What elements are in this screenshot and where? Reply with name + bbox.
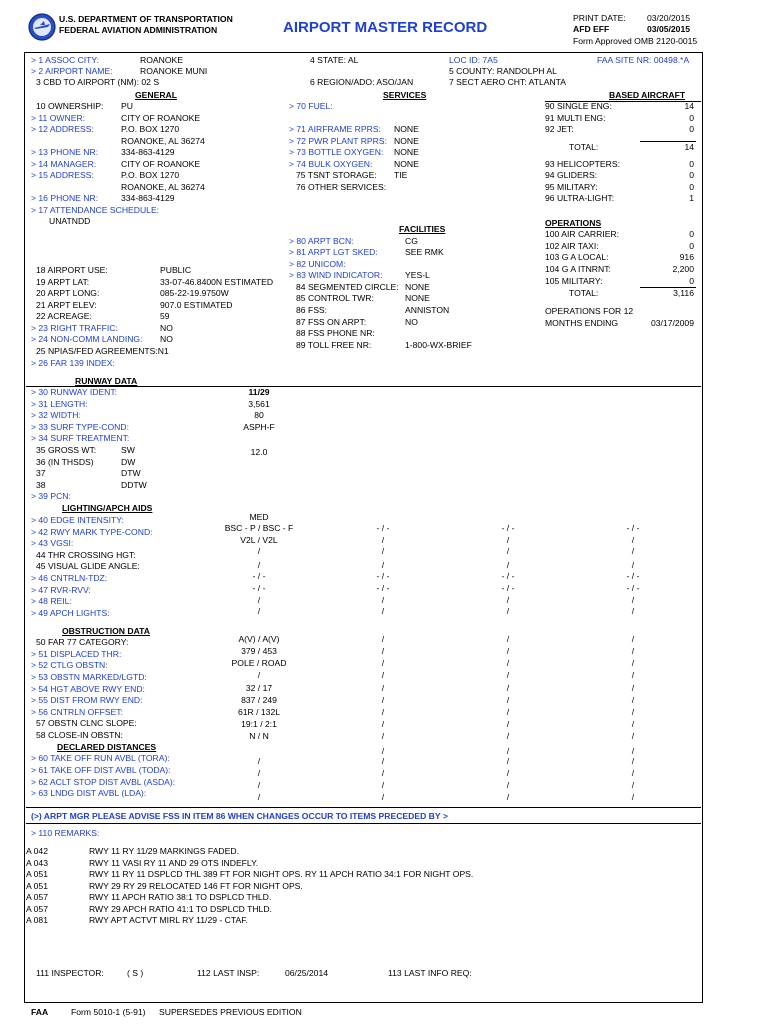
assoc-city: ROANOKE xyxy=(140,55,183,65)
glide-angle: / xyxy=(257,560,261,570)
arpt-bcn: CG xyxy=(405,236,418,246)
right-traffic: NO xyxy=(160,323,173,333)
tsnt-storage-label: 75 TSNT STORAGE: xyxy=(296,170,377,180)
runway-column-value: / xyxy=(631,546,635,556)
runway-column-value: / xyxy=(631,634,635,644)
reil-label: > 48 REIL: xyxy=(31,596,72,606)
manager-address-line2: ROANOKE, AL 36274 xyxy=(121,182,205,192)
region-ado: 6 REGION/ADO: ASO/JAN xyxy=(310,77,414,87)
airport-name: ROANOKE MUNI xyxy=(140,66,208,76)
loc-id: LOC ID: 7A5 xyxy=(449,55,498,65)
remark-text: RWY 11 APCH RATIO 38:1 TO DSPLCD THLD. xyxy=(89,892,272,902)
runway-column-value: / xyxy=(631,683,635,693)
segmented-circle-label: 84 SEGMENTED CIRCLE: xyxy=(296,282,399,292)
agency-line2: FEDERAL AVIATION ADMINISTRATION xyxy=(59,25,218,35)
based-total-label: TOTAL: xyxy=(569,142,599,152)
last-insp-label: 112 LAST INSP: xyxy=(197,968,260,978)
surf-type-cond-label: > 33 SURF TYPE-COND: xyxy=(31,422,129,432)
ctlg-obstn-label: > 52 CTLG OBSTN: xyxy=(31,660,108,670)
owner-label: > 11 OWNER: xyxy=(31,113,86,123)
section-runway-data: RUNWAY DATA xyxy=(75,376,138,386)
runway-column-value: / xyxy=(506,683,510,693)
displaced-thr-label: > 51 DISPLACED THR: xyxy=(31,649,122,659)
runway-column-value: / xyxy=(506,606,510,616)
remark-code: A 057 xyxy=(26,903,48,914)
airport-name-label: > 2 AIRPORT NAME: xyxy=(31,66,113,76)
acreage: 59 xyxy=(160,311,170,321)
ops-military: 0 xyxy=(689,276,694,286)
runway-column-value: / xyxy=(381,746,385,756)
runway-column-value: / xyxy=(381,695,385,705)
runway-column-value: / xyxy=(506,560,510,570)
dist-from-rwy-label: > 55 DIST FROM RWY END: xyxy=(31,695,143,705)
runway-column-value: / xyxy=(631,560,635,570)
last-insp: 06/25/2014 xyxy=(285,968,329,978)
cntrln-tdz-label: > 46 CNTRLN-TDZ: xyxy=(31,573,108,583)
air-carrier: 0 xyxy=(689,229,694,239)
runway-column-value: - / - xyxy=(626,583,640,593)
arpt-bcn-label: > 80 ARPT BCN: xyxy=(289,236,354,246)
runway-column-value: / xyxy=(506,780,510,790)
faa-seal-icon xyxy=(28,13,56,41)
phone: 334-863-4129 xyxy=(121,147,175,157)
runway-column-value: / xyxy=(631,707,635,717)
vgsi-label: > 43 VGSI: xyxy=(31,538,74,548)
arpt-lat: 33-07-46.8400N ESTIMATED xyxy=(160,277,274,287)
remarks-label: > 110 REMARKS: xyxy=(31,828,100,838)
in-thsds-label: 36 (IN THSDS) xyxy=(36,457,94,467)
remark-text: RWY APT ACTVT MIRL RY 11/29 - CTAF. xyxy=(89,915,248,925)
runway-column-value: - / - xyxy=(626,523,640,533)
air-taxi-label: 102 AIR TAXI: xyxy=(545,241,599,251)
cntrln-offset: 61R / 132L xyxy=(237,707,281,717)
runway-column-value: / xyxy=(381,683,385,693)
thr-crossing: / xyxy=(257,546,261,556)
runway-column-value: / xyxy=(381,670,385,680)
gross-wt-sw: SW xyxy=(121,445,135,455)
gliders-label: 94 GLIDERS: xyxy=(545,170,598,180)
arpt-lgt-sked: SEE RMK xyxy=(405,247,444,257)
runway-column-value: / xyxy=(381,646,385,656)
ultra-light-label: 96 ULTRA-LIGHT: xyxy=(545,193,615,203)
county: 5 COUNTY: RANDOLPH AL xyxy=(449,66,557,76)
remark-code: A 051 xyxy=(26,880,48,891)
runway-column-value: / xyxy=(381,606,385,616)
section-declared-distances: DECLARED DISTANCES xyxy=(57,742,157,752)
bulk-oxygen-label: > 74 BULK OXYGEN: xyxy=(289,159,373,169)
ops-military-label: 105 MILITARY: xyxy=(545,276,603,286)
section-general: GENERAL xyxy=(135,90,178,100)
print-date: 03/20/2015 xyxy=(647,13,691,23)
remark-code: A 081 xyxy=(26,915,48,925)
air-taxi: 0 xyxy=(689,241,694,251)
advise-notice: (>) ARPT MGR PLEASE ADVISE FSS IN ITEM 86 WHEN CHANGES OCCUR TO ITEMS PRECEDED BY > xyxy=(31,811,448,821)
runway-column-value: / xyxy=(381,719,385,729)
afd-eff: 03/05/2015 xyxy=(647,24,691,34)
address-label: > 12 ADDRESS: xyxy=(31,124,94,134)
lda-label: > 63 LNDG DIST AVBL (LDA): xyxy=(31,788,147,798)
row-37-dtw: DTW xyxy=(121,468,141,478)
in-thsds-dw: DW xyxy=(121,457,136,467)
close-in-obstn: N / N xyxy=(249,731,269,741)
arpt-long-label: 20 ARPT LONG: xyxy=(36,288,100,298)
remark-code: A 042 xyxy=(26,846,48,856)
inspector: ( S ) xyxy=(127,968,144,978)
edge-intensity-label: > 40 EDGE INTENSITY: xyxy=(31,515,124,525)
arpt-lat-label: 19 ARPT LAT: xyxy=(36,277,90,287)
omb-number: Form Approved OMB 2120-0015 xyxy=(573,36,698,46)
ops-12-months-line1: OPERATIONS FOR 12 xyxy=(545,306,634,316)
rwy-mark: BSC - P / BSC - F xyxy=(224,523,294,533)
displaced-thr: 379 / 453 xyxy=(241,646,277,656)
advise-rule-top xyxy=(26,807,701,808)
fss-on-arpt-label: 87 FSS ON ARPT: xyxy=(296,317,367,327)
remark-text: RWY 11 RY 11/29 MARKINGS FADED. xyxy=(89,846,239,856)
length: 3,561 xyxy=(248,399,270,409)
pwr-plant-label: > 72 PWR PLANT RPRS: xyxy=(289,136,387,146)
runway-column-value: / xyxy=(381,792,385,802)
runway-column-value: / xyxy=(381,595,385,605)
glide-angle-label: 45 VISUAL GLIDE ANGLE: xyxy=(36,561,140,571)
pwr-plant: NONE xyxy=(394,136,419,146)
width-label: > 32 WIDTH: xyxy=(31,410,81,420)
wind-indicator: YES-L xyxy=(405,270,430,280)
runway-column-value: / xyxy=(631,719,635,729)
far77-label: 50 FAR 77 CATEGORY: xyxy=(36,637,129,647)
runway-column-value: / xyxy=(381,535,385,545)
ctlg-obstn: POLE / ROAD xyxy=(231,658,287,668)
runway-column-value: - / - xyxy=(501,523,515,533)
section-services: SERVICES xyxy=(383,90,427,100)
npias-fed-agreements: 25 NPIAS/FED AGREEMENTS:N1 xyxy=(36,346,169,356)
bulk-oxygen: NONE xyxy=(394,159,419,169)
arpt-lgt-sked-label: > 81 ARPT LGT SKED: xyxy=(289,247,378,257)
fss-label: 86 FSS: xyxy=(296,305,328,315)
runway-column-value: / xyxy=(506,746,510,756)
runway-column-value: - / - xyxy=(376,523,390,533)
remark-text: RWY 29 APCH RATIO 41:1 TO DSPLCD THLD. xyxy=(89,903,272,914)
runway-column-value: / xyxy=(506,756,510,766)
runway-column-value: / xyxy=(381,634,385,644)
section-operations: OPERATIONS xyxy=(545,218,602,228)
hgt-above-rwy-label: > 54 HGT ABOVE RWY END: xyxy=(31,684,145,694)
obstn-clnc-slope: 19:1 / 2:1 xyxy=(241,719,277,729)
surf-type-cond: ASPH-F xyxy=(243,422,275,432)
last-info-req-label: 113 LAST INFO REQ: xyxy=(388,968,472,978)
rvr-rvv: - / - xyxy=(252,583,266,593)
ops-total: 3,116 xyxy=(673,288,694,298)
fss: ANNISTON xyxy=(405,305,450,315)
acreage-label: 22 ACREAGE: xyxy=(36,311,92,321)
remark-text: RWY 29 RY 29 RELOCATED 146 FT FOR NIGHT OPS. xyxy=(89,880,303,891)
remark-code: A 057 xyxy=(26,892,48,902)
runway-column-value: / xyxy=(631,792,635,802)
manager-phone: 334-863-4129 xyxy=(121,193,175,203)
based-total: 14 xyxy=(684,142,694,152)
cbd-to-airport: 3 CBD TO AIRPORT (NM): 02 S xyxy=(36,77,160,87)
remark-text: RWY 11 VASI RY 11 AND 29 OTS INDEFLY. xyxy=(89,857,259,868)
cntrln-offset-label: > 56 CNTRLN OFFSET: xyxy=(31,707,123,717)
single-eng-label: 90 SINGLE ENG: xyxy=(545,101,612,111)
assoc-city-label: > 1 ASSOC CITY: xyxy=(31,55,100,65)
row-37-label: 37 xyxy=(36,468,46,478)
faa-site-nr: FAA SITE NR: 00498.*A xyxy=(597,55,690,65)
runway-column-value: / xyxy=(381,546,385,556)
toll-free: 1-800-WX-BRIEF xyxy=(405,340,472,350)
segmented-circle: NONE xyxy=(405,282,430,292)
ops-total-label: TOTAL: xyxy=(569,288,599,298)
runway-column-value: - / - xyxy=(501,571,515,581)
runway-column-value: / xyxy=(381,780,385,790)
rwy-mark-label: > 42 RWY MARK TYPE-COND: xyxy=(31,527,153,537)
remark-text: RWY 11 RY 11 DSPLCD THL 389 FT FOR NIGHT OPS. RY 11 APCH RATIO 34:1 FOR NIGHT OPS. xyxy=(89,869,474,879)
airframe: NONE xyxy=(394,124,419,134)
toll-free-label: 89 TOLL FREE NR: xyxy=(296,340,372,350)
obstn-clnc-slope-label: 57 OBSTN CLNC SLOPE: xyxy=(36,718,137,728)
ga-local: 916 xyxy=(679,252,694,262)
gross-wt-value: 12.0 xyxy=(250,447,268,457)
toda-label: > 61 TAKE OFF DIST AVBL (TODA): xyxy=(31,765,171,775)
section-lighting: LIGHTING/APCH AIDS xyxy=(62,503,153,513)
airport-use: PUBLIC xyxy=(160,265,192,275)
ga-local-label: 103 G A LOCAL: xyxy=(545,252,609,262)
right-traffic-label: > 23 RIGHT TRAFFIC: xyxy=(31,323,118,333)
edge-intensity: MED xyxy=(249,512,269,522)
cntrln-tdz: - / - xyxy=(252,571,266,581)
gross-wt-label: 35 GROSS WT: xyxy=(36,445,97,455)
obstn-marked-label: > 53 OBSTN MARKED/LGTD: xyxy=(31,672,147,682)
ownership-label: 10 OWNERSHIP: xyxy=(36,101,104,111)
single-eng: 14 xyxy=(684,101,694,111)
row-38-label: 38 xyxy=(36,480,46,490)
runway-column-value: - / - xyxy=(376,571,390,581)
manager-address-line1: P.O. BOX 1270 xyxy=(121,170,180,180)
multi-eng: 0 xyxy=(689,113,694,123)
helicopters: 0 xyxy=(689,159,694,169)
runway-column-value: / xyxy=(506,731,510,741)
ops-12-months-line2: MONTHS ENDING xyxy=(545,318,619,328)
arpt-long: 085-22-19.9750W xyxy=(160,288,229,298)
address-line1: P.O. BOX 1270 xyxy=(121,124,180,134)
far77: A(V) / A(V) xyxy=(238,634,280,644)
tora-label: > 60 TAKE OFF RUN AVBL (TORA): xyxy=(31,753,170,763)
runway-column-value: / xyxy=(381,560,385,570)
air-carrier-label: 100 AIR CARRIER: xyxy=(545,229,620,239)
manager: CITY OF ROANOKE xyxy=(121,159,201,169)
military-label: 95 MILITARY: xyxy=(545,182,598,192)
military: 0 xyxy=(689,182,694,192)
runway-column-value: / xyxy=(506,792,510,802)
inspector-label: 111 INSPECTOR: xyxy=(36,968,104,978)
runway-column-value: / xyxy=(506,658,510,668)
control-twr: NONE xyxy=(405,293,430,303)
runway-column-value: / xyxy=(506,595,510,605)
non-comm-landing: NO xyxy=(160,334,173,344)
runway-column-value: / xyxy=(631,756,635,766)
attendance: UNATNDD xyxy=(49,216,91,226)
runway-data-rule xyxy=(26,386,701,387)
form-number: Form 5010-1 (5-91) xyxy=(71,1007,146,1017)
dist-from-rwy: 837 / 249 xyxy=(241,695,277,705)
other-services-label: 76 OTHER SERVICES: xyxy=(296,182,387,192)
faa-label: FAA xyxy=(31,1007,49,1017)
runway-column-value: / xyxy=(506,646,510,656)
vgsi: V2L / V2L xyxy=(240,535,278,545)
fuel-label: > 70 FUEL: xyxy=(289,101,333,111)
runway-ident-label: > 30 RUNWAY IDENT: xyxy=(31,387,118,397)
runway-ident: 11/29 xyxy=(248,387,270,397)
sect-aero-cht: 7 SECT AERO CHT: ATLANTA xyxy=(449,77,566,87)
helicopters-label: 93 HELICOPTERS: xyxy=(545,159,620,169)
address-line2: ROANOKE, AL 36274 xyxy=(121,136,205,146)
length-label: > 31 LENGTH: xyxy=(31,399,88,409)
close-in-obstn-label: 58 CLOSE-IN OBSTN: xyxy=(36,730,123,740)
bottle-oxygen: NONE xyxy=(394,147,419,157)
runway-column-value: / xyxy=(631,670,635,680)
state: 4 STATE: AL xyxy=(310,55,359,65)
runway-column-value: / xyxy=(381,731,385,741)
runway-column-value: / xyxy=(506,695,510,705)
non-comm-landing-label: > 24 NON-COMM LANDING: xyxy=(31,334,143,344)
bottle-oxygen-label: > 73 BOTTLE OXYGEN: xyxy=(289,147,384,157)
lda: / xyxy=(257,792,261,802)
pcn-label: > 39 PCN: xyxy=(31,491,71,501)
runway-column-value: / xyxy=(631,731,635,741)
runway-column-value: / xyxy=(506,535,510,545)
section-facilities: FACILITIES xyxy=(399,224,446,234)
remark-code: A 043 xyxy=(26,857,48,868)
ops-ending-date: 03/17/2009 xyxy=(650,318,694,328)
runway-column-value: / xyxy=(506,719,510,729)
runway-column-value: / xyxy=(381,756,385,766)
reil: / xyxy=(257,595,261,605)
asda: / xyxy=(257,780,261,790)
afd-eff-label: AFD EFF xyxy=(573,24,610,34)
airport-use-label: 18 AIRPORT USE: xyxy=(36,265,108,275)
runway-column-value: / xyxy=(506,546,510,556)
section-obstruction: OBSTRUCTION DATA xyxy=(62,626,150,636)
row-38-ddtw: DDTW xyxy=(121,480,147,490)
ga-itnrnt-label: 104 G A ITNRNT: xyxy=(545,264,611,274)
section-based-aircraft: BASED AIRCRAFT xyxy=(609,90,686,100)
supersedes: SUPERSEDES PREVIOUS EDITION xyxy=(159,1007,302,1017)
runway-column-value: - / - xyxy=(501,583,515,593)
runway-column-value: / xyxy=(631,646,635,656)
ga-itnrnt: 2,200 xyxy=(672,264,694,274)
runway-column-value: / xyxy=(631,658,635,668)
surf-treatment-label: > 34 SURF TREATMENT: xyxy=(31,433,130,443)
owner: CITY OF ROANOKE xyxy=(121,113,201,123)
remark-code: A 051 xyxy=(26,869,48,879)
unicom-label: > 82 UNICOM: xyxy=(289,259,346,269)
print-date-label: PRINT DATE: xyxy=(573,13,626,23)
manager-address-label: > 15 ADDRESS: xyxy=(31,170,94,180)
gliders: 0 xyxy=(689,170,694,180)
width: 80 xyxy=(254,410,264,420)
arpt-elev: 907.0 ESTIMATED xyxy=(160,300,233,310)
wind-indicator-label: > 83 WIND INDICATOR: xyxy=(289,270,383,280)
runway-column-value: / xyxy=(631,746,635,756)
runway-column-value: / xyxy=(631,606,635,616)
runway-column-value: / xyxy=(506,768,510,778)
asda-label: > 62 ACLT STOP DIST AVBL (ASDA): xyxy=(31,777,176,787)
runway-column-value: / xyxy=(381,707,385,717)
fss-phone-label: 88 FSS PHONE NR: xyxy=(296,328,375,338)
apch-lights-label: > 49 APCH LIGHTS: xyxy=(31,608,110,618)
runway-column-value: - / - xyxy=(376,583,390,593)
runway-column-value: / xyxy=(631,695,635,705)
hgt-above-rwy: 32 / 17 xyxy=(245,683,273,693)
thr-crossing-label: 44 THR CROSSING HGT: xyxy=(36,550,136,560)
tsnt-storage: TIE xyxy=(394,170,408,180)
runway-column-value: / xyxy=(506,707,510,717)
manager-label: > 14 MANAGER: xyxy=(31,159,97,169)
phone-label: > 13 PHONE NR: xyxy=(31,147,99,157)
runway-column-value: / xyxy=(631,535,635,545)
runway-column-value: / xyxy=(506,670,510,680)
runway-column-value: / xyxy=(631,595,635,605)
fss-on-arpt: NO xyxy=(405,317,418,327)
arpt-elev-label: 21 ARPT ELEV: xyxy=(36,300,97,310)
runway-column-value: / xyxy=(631,768,635,778)
agency-line1: U.S. DEPARTMENT OF TRANSPORTATION xyxy=(59,14,233,24)
tora: / xyxy=(257,756,261,766)
far-139-index-label: > 26 FAR 139 INDEX: xyxy=(31,358,115,368)
multi-eng-label: 91 MULTI ENG: xyxy=(545,113,606,123)
advise-rule-bottom xyxy=(26,823,701,824)
attendance-label: > 17 ATTENDANCE SCHEDULE: xyxy=(31,205,160,215)
runway-column-value: / xyxy=(381,658,385,668)
ownership: PU xyxy=(121,101,133,111)
runway-column-value: / xyxy=(381,768,385,778)
manager-phone-label: > 16 PHONE NR: xyxy=(31,193,99,203)
control-twr-label: 85 CONTROL TWR: xyxy=(296,293,374,303)
jet-label: 92 JET: xyxy=(545,124,574,134)
toda: / xyxy=(257,768,261,778)
rvr-rvv-label: > 47 RVR-RVV: xyxy=(31,585,91,595)
airframe-label: > 71 AIRFRAME RPRS: xyxy=(289,124,381,134)
obstn-marked: / xyxy=(257,670,261,680)
page-title: AIRPORT MASTER RECORD xyxy=(283,19,488,36)
apch-lights: / xyxy=(257,606,261,616)
jet: 0 xyxy=(689,124,694,134)
ultra-light: 1 xyxy=(689,193,694,203)
runway-column-value: / xyxy=(631,780,635,790)
runway-column-value: / xyxy=(506,634,510,644)
runway-column-value: - / - xyxy=(626,571,640,581)
